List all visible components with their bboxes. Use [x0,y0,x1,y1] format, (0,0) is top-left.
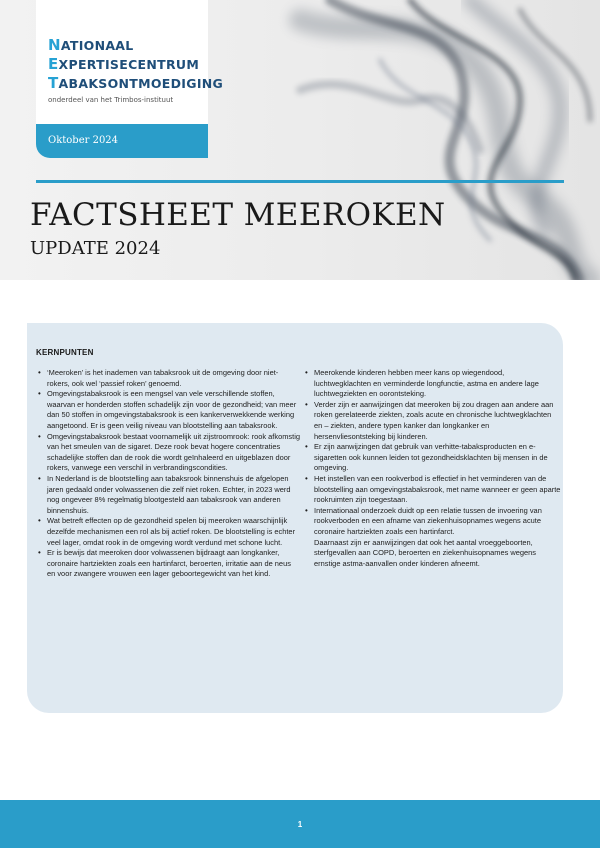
list-item: • Verder zijn er aanwijzingen dat meeroken bij zou dragen aan andere aan roken gerelateerde ziekten, zoals acute en chronische luchtwegklachten en – ziekten, andere typen kanker dan longkanker en hersenvliesontsteking bij kinderen. [305,400,561,442]
logo-line-2: EXPERTISECENTRUM [48,55,200,73]
publication-date: Oktober 2024 [48,135,119,146]
list-item: • Het instellen van een rookverbod is effectief in het verminderen van de blootstelling aan omgevingstabaksrook, met name wanneer er geen aparte rookruimten zijn toegestaan. [305,474,561,506]
logo-line-1: NATIONAAL [48,36,134,54]
logo-line-3: TABAKSONTMOEDIGING [48,74,224,92]
list-item: • Omgevingstabaksrook is een mengsel van vele verschillende stoffen, waarvan er honderden stoffen schadelijk zijn voor de gezondheid; van meer dan 50 stoffen in omgevingstabaksrook is een kankerverwekkende werking aangetoond. Er is geen veilig niveau van blootstelling aan tabaksrook. [38,389,300,431]
page-title: FACTSHEET MEEROKEN [30,197,446,233]
page-number: 1 [297,820,303,829]
page-subtitle: UPDATE 2024 [30,238,161,259]
logo [36,0,224,124]
list-item-continuation: Daarnaast zijn er aanwijzingen dat ook het aantal vroeggeboorten, sterfgevallen aan COPD, beroerten en ziekenhuisopnames wegens ernstige astma-aanvallen onder kinderen afneemt. [314,537,537,568]
list-item: • In Nederland is de blootstelling aan tabaksrook binnenshuis de afgelopen jaren gedaald onder volwassenen die zelf niet roken. Echter, in 2023 werd nog ongeveer 8% regelmatig blootgesteld aan tabaksrook van anderen binnenshuis. [38,474,300,516]
kernpunten-right-column [305,368,561,569]
kernpunten-heading: KERNPUNTEN [36,348,94,357]
kernpunten-left-column [38,368,300,580]
logo-subtitle: onderdeel van het Trimbos-instituut [48,96,174,104]
date-badge [36,124,208,158]
list-item: • Er zijn aanwijzingen dat gebruik van verhitte-tabaksproducten en e-sigaretten ook kunnen leiden tot gezondheidsklachten bij mensen in de omgeving. [305,442,561,474]
list-item: • Omgevingstabaksrook bestaat voornamelijk uit zijstroomrook: rook afkomstig van het smeulen van de sigaret. Deze rook bevat hogere concentraties schadelijke stoffen dan de rook die wordt geïnhaleerd en uitgeblazen door rokers, vanwege een verschil in verbrandingscondities. [38,432,300,474]
list-item: • ‘Meeroken’ is het inademen van tabaksrook uit de omgeving door niet-rokers, ook wel ‘passief roken’ genoemd. [38,368,300,389]
footer-bar [0,800,600,848]
list-item: • Internationaal onderzoek duidt op een relatie tussen de invoering van rookverboden en een afname van ziekenhuisopnames wegens acute coronaire hartziekten zoals een hartinfarct. [305,506,561,538]
list-item: • Er is bewijs dat meeroken door volwassenen bijdraagt aan longkanker, coronaire hartziekten zoals een hartinfarct, beroerten, irritatie aan de neus en voor zwangere vrouwen een lager geboortegewicht van het kind. [38,548,300,580]
list-item: • Meerokende kinderen hebben meer kans op wiegendood, luchtwegklachten en verminderde longfunctie, astma en andere lage luchtwegziekten en oorontsteking. [305,368,561,400]
title-divider [36,180,564,183]
list-item: • Wat betreft effecten op de gezondheid spelen bij meeroken waarschijnlijk dezelfde mechanismen een rol als bij actief roken. De blootstelling is echter veel lager, omdat rook in de omgeving wordt verdund met schone lucht. [38,516,300,548]
